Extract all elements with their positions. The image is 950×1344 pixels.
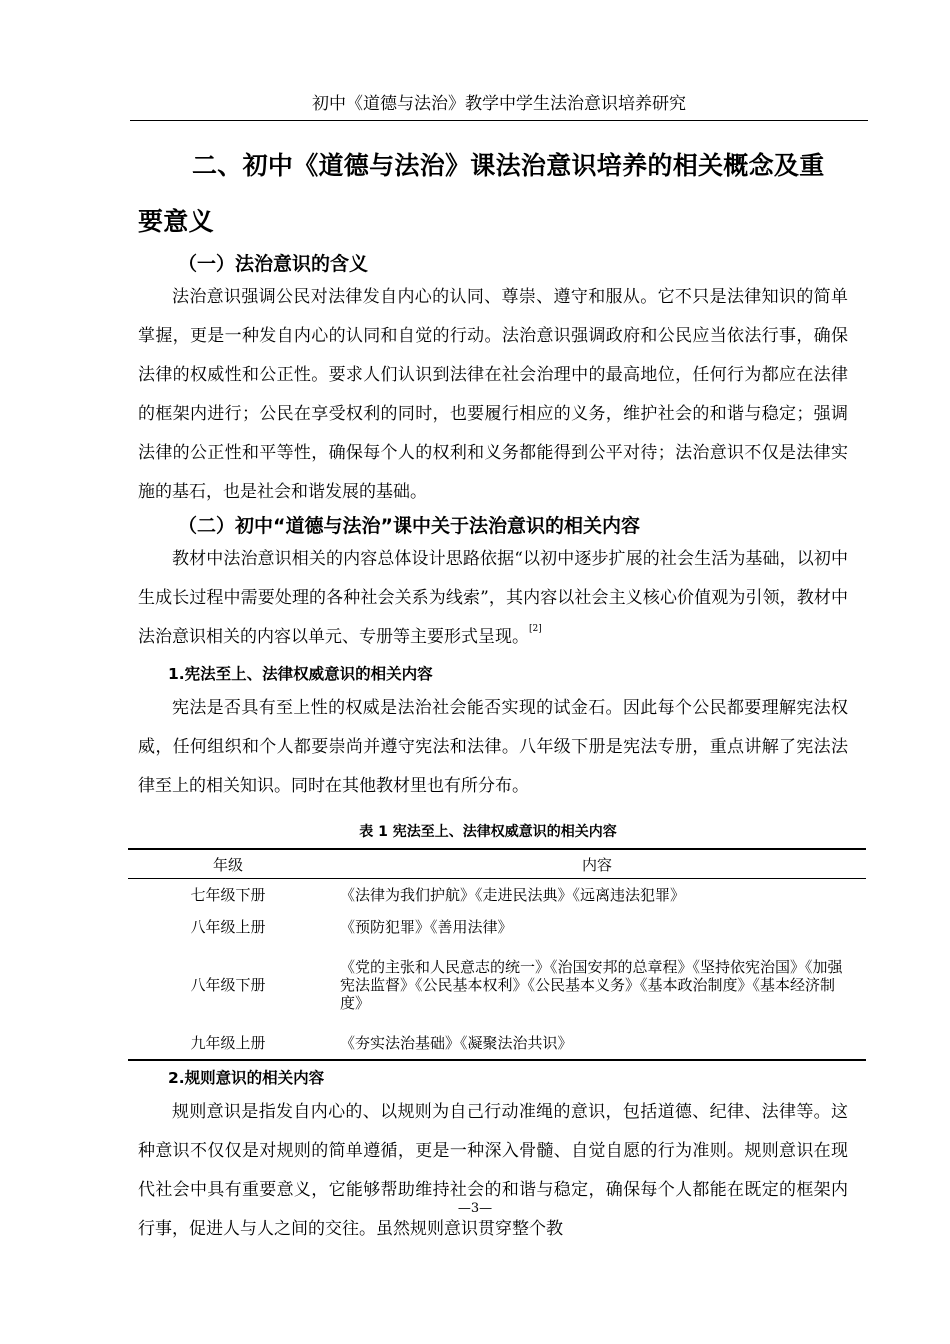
content-table	[128, 848, 866, 1061]
table-cell-content: 《预防犯罪》《善用法律》	[340, 918, 513, 936]
heading-rules: 2.规则意识的相关内容	[168, 1069, 325, 1087]
page-number: —3—	[457, 1201, 493, 1216]
table-cell-content: 《法律为我们护航》《走进民法典》《远离违法犯罪》	[340, 886, 686, 904]
paragraph-rules: 规则意识是指发自内心的、以规则为自己行动准绳的意识，包括道德、纪律、法律等。这种意识不仅仅是对规则的简单遵循，更是一种深入骨髓、自觉自愿的行为准则。规则意识在现代社会中具有重要意义，它能够帮助维持社会的和谐与稳定，确保每个人都能在既定的框架内行事，促进人与人之间的交往。虽然规则意识贯穿整个教	[138, 1102, 848, 1239]
table-header-row	[128, 849, 866, 879]
table-row	[128, 879, 866, 912]
section-title: 二、初中《道德与法治》课法治意识培养的相关概念及重要意义	[138, 151, 825, 236]
paragraph-content	[138, 540, 848, 657]
table-cell-grade: 七年级下册	[190, 886, 266, 904]
subsection-title-meaning: （一）法治意识的含义	[178, 253, 369, 275]
table-header-content: 内容	[328, 849, 866, 879]
table-cell-grade: 八年级上册	[190, 918, 266, 936]
running-header: 初中《道德与法治》教学中学生法治意识培养研究	[130, 92, 868, 121]
subsection-title-content: （二）初中“道德与法治”课中关于法治意识的相关内容	[178, 515, 640, 537]
table-row	[128, 943, 866, 1027]
citation-marker: [2]	[529, 624, 542, 634]
paragraph-content-text: 教材中法治意识相关的内容总体设计思路依据“以初中逐步扩展的社会生活为基础，以初中生成长过程中需要处理的各种社会关系为线索”，其内容以社会主义核心价值观为引领，教材中法治意识相关的内容以单元、专册等主要形式呈现。	[138, 549, 848, 647]
table-cell-content: 《党的主张和人民意志的统一》《治国安邦的总章程》《坚持依宪治国》《加强宪法监督》《公民基本权利》《公民基本义务》《基本政治制度》《基本经济制度》	[340, 958, 843, 1012]
heading-constitution: 1.宪法至上、法律权威意识的相关内容	[168, 665, 433, 683]
table-cell-content: 《夯实法治基础》《凝聚法治共识》	[340, 1034, 573, 1052]
table-header-grade: 年级	[128, 849, 328, 879]
table-caption: 表 1 宪法至上、法律权威意识的相关内容	[359, 824, 617, 840]
paragraph-meaning: 法治意识强调公民对法律发自内心的认同、尊崇、遵守和服从。它不只是法律知识的简单掌握，更是一种发自内心的认同和自觉的行动。法治意识强调政府和公民应当依法行事，确保法律的权威性和公正性。要求人们认识到法律在社会治理中的最高地位，任何行为都应在法律的框架内进行；公民在享受权利的同时，也要履行相应的义务，维护社会的和谐与稳定；强调法律的公正性和平等性，确保每个人的权利和义务都能得到公平对待；法治意识不仅是法律实施的基石，也是社会和谐发展的基础。	[138, 287, 848, 502]
paragraph-constitution: 宪法是否具有至上性的权威是法治社会能否实现的试金石。因此每个公民都要理解宪法权威，任何组织和个人都要崇尚并遵守宪法和法律。八年级下册是宪法专册，重点讲解了宪法法律至上的相关知识。同时在其他教材里也有所分布。	[138, 698, 848, 796]
page-content	[138, 138, 848, 1249]
table-cell-grade: 九年级上册	[190, 1034, 266, 1052]
table-row	[128, 911, 866, 943]
table-row	[128, 1027, 866, 1060]
table-cell-grade: 八年级下册	[190, 976, 266, 994]
